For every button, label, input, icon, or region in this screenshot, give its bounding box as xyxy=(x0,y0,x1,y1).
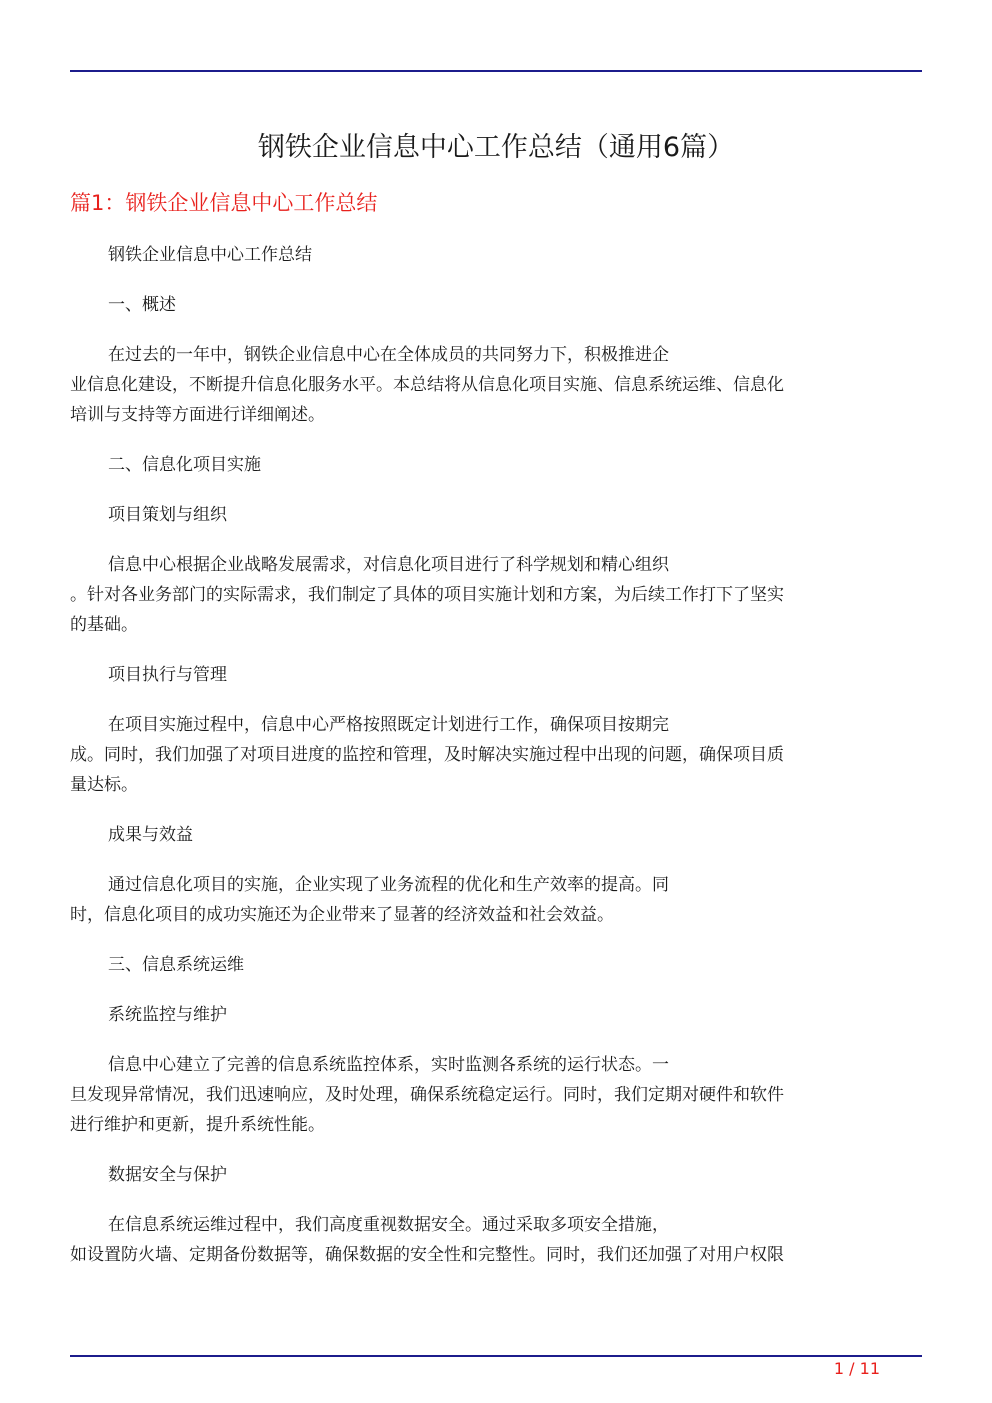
paragraph xyxy=(70,950,922,980)
paragraph xyxy=(70,1210,922,1270)
paragraph-line: 信息中心建立了完善的信息系统监控体系，实时监测各系统的运行状态。一 xyxy=(108,1055,669,1075)
paragraph-line: 量达标。 xyxy=(70,775,138,795)
paragraph-line: 在项目实施过程中，信息中心严格按照既定计划进行工作，确保项目按期完 xyxy=(108,715,669,735)
paragraph xyxy=(70,710,922,800)
footer-rule xyxy=(70,1355,922,1357)
paragraph-line: 通过信息化项目的实施，企业实现了业务流程的优化和生产效率的提高。同 xyxy=(108,875,669,895)
paragraph xyxy=(70,870,922,930)
paragraph-line: 培训与支持等方面进行详细阐述。 xyxy=(70,405,325,425)
paragraph xyxy=(70,1050,922,1140)
paragraph-line: 系统监控与维护 xyxy=(108,1005,227,1025)
paragraph-line: 数据安全与保护 xyxy=(108,1165,227,1185)
paragraph xyxy=(70,1000,922,1030)
paragraph xyxy=(70,500,922,530)
paragraph-line: 钢铁企业信息中心工作总结 xyxy=(108,245,312,265)
paragraph-line: 成果与效益 xyxy=(108,825,193,845)
paragraph-line: 业信息化建设，不断提升信息化服务水平。本总结将从信息化项目实施、信息系统运维、信息化 xyxy=(70,375,784,395)
paragraph-line: 项目执行与管理 xyxy=(108,665,227,685)
paragraph-line: 二、信息化项目实施 xyxy=(108,455,261,475)
paragraph-line: 时，信息化项目的成功实施还为企业带来了显著的经济效益和社会效益。 xyxy=(70,905,614,925)
paragraph-line: 信息中心根据企业战略发展需求，对信息化项目进行了科学规划和精心组织 xyxy=(108,555,669,575)
paragraph xyxy=(70,290,922,320)
paragraph-line: 在信息系统运维过程中，我们高度重视数据安全。通过采取多项安全措施， xyxy=(108,1215,669,1235)
document-body xyxy=(70,240,922,1290)
paragraph xyxy=(70,1160,922,1190)
paragraph-line: 项目策划与组织 xyxy=(108,505,227,525)
paragraph xyxy=(70,660,922,690)
paragraph xyxy=(70,240,922,270)
section-heading: 篇1：钢铁企业信息中心工作总结 xyxy=(70,191,378,215)
paragraph-line: 的基础。 xyxy=(70,615,138,635)
paragraph xyxy=(70,550,922,640)
header-rule xyxy=(70,70,922,72)
paragraph-line: 旦发现异常情况，我们迅速响应，及时处理，确保系统稳定运行。同时，我们定期对硬件和软件 xyxy=(70,1085,784,1105)
paragraph-line: 一、概述 xyxy=(108,295,176,315)
paragraph xyxy=(70,820,922,850)
document-title: 钢铁企业信息中心工作总结（通用6篇） xyxy=(257,132,735,163)
paragraph xyxy=(70,340,922,430)
paragraph-line: 进行维护和更新，提升系统性能。 xyxy=(70,1115,325,1135)
paragraph-line: 。针对各业务部门的实际需求，我们制定了具体的项目实施计划和方案，为后续工作打下了坚实 xyxy=(70,585,784,605)
page-number: 1 / 11 xyxy=(833,1359,880,1378)
paragraph-line: 三、信息系统运维 xyxy=(108,955,244,975)
paragraph-line: 成。同时，我们加强了对项目进度的监控和管理，及时解决实施过程中出现的问题，确保项目质 xyxy=(70,745,784,765)
paragraph-line: 如设置防火墙、定期备份数据等，确保数据的安全性和完整性。同时，我们还加强了对用户权限 xyxy=(70,1245,784,1265)
paragraph xyxy=(70,450,922,480)
paragraph-line: 在过去的一年中，钢铁企业信息中心在全体成员的共同努力下，积极推进企 xyxy=(108,345,669,365)
